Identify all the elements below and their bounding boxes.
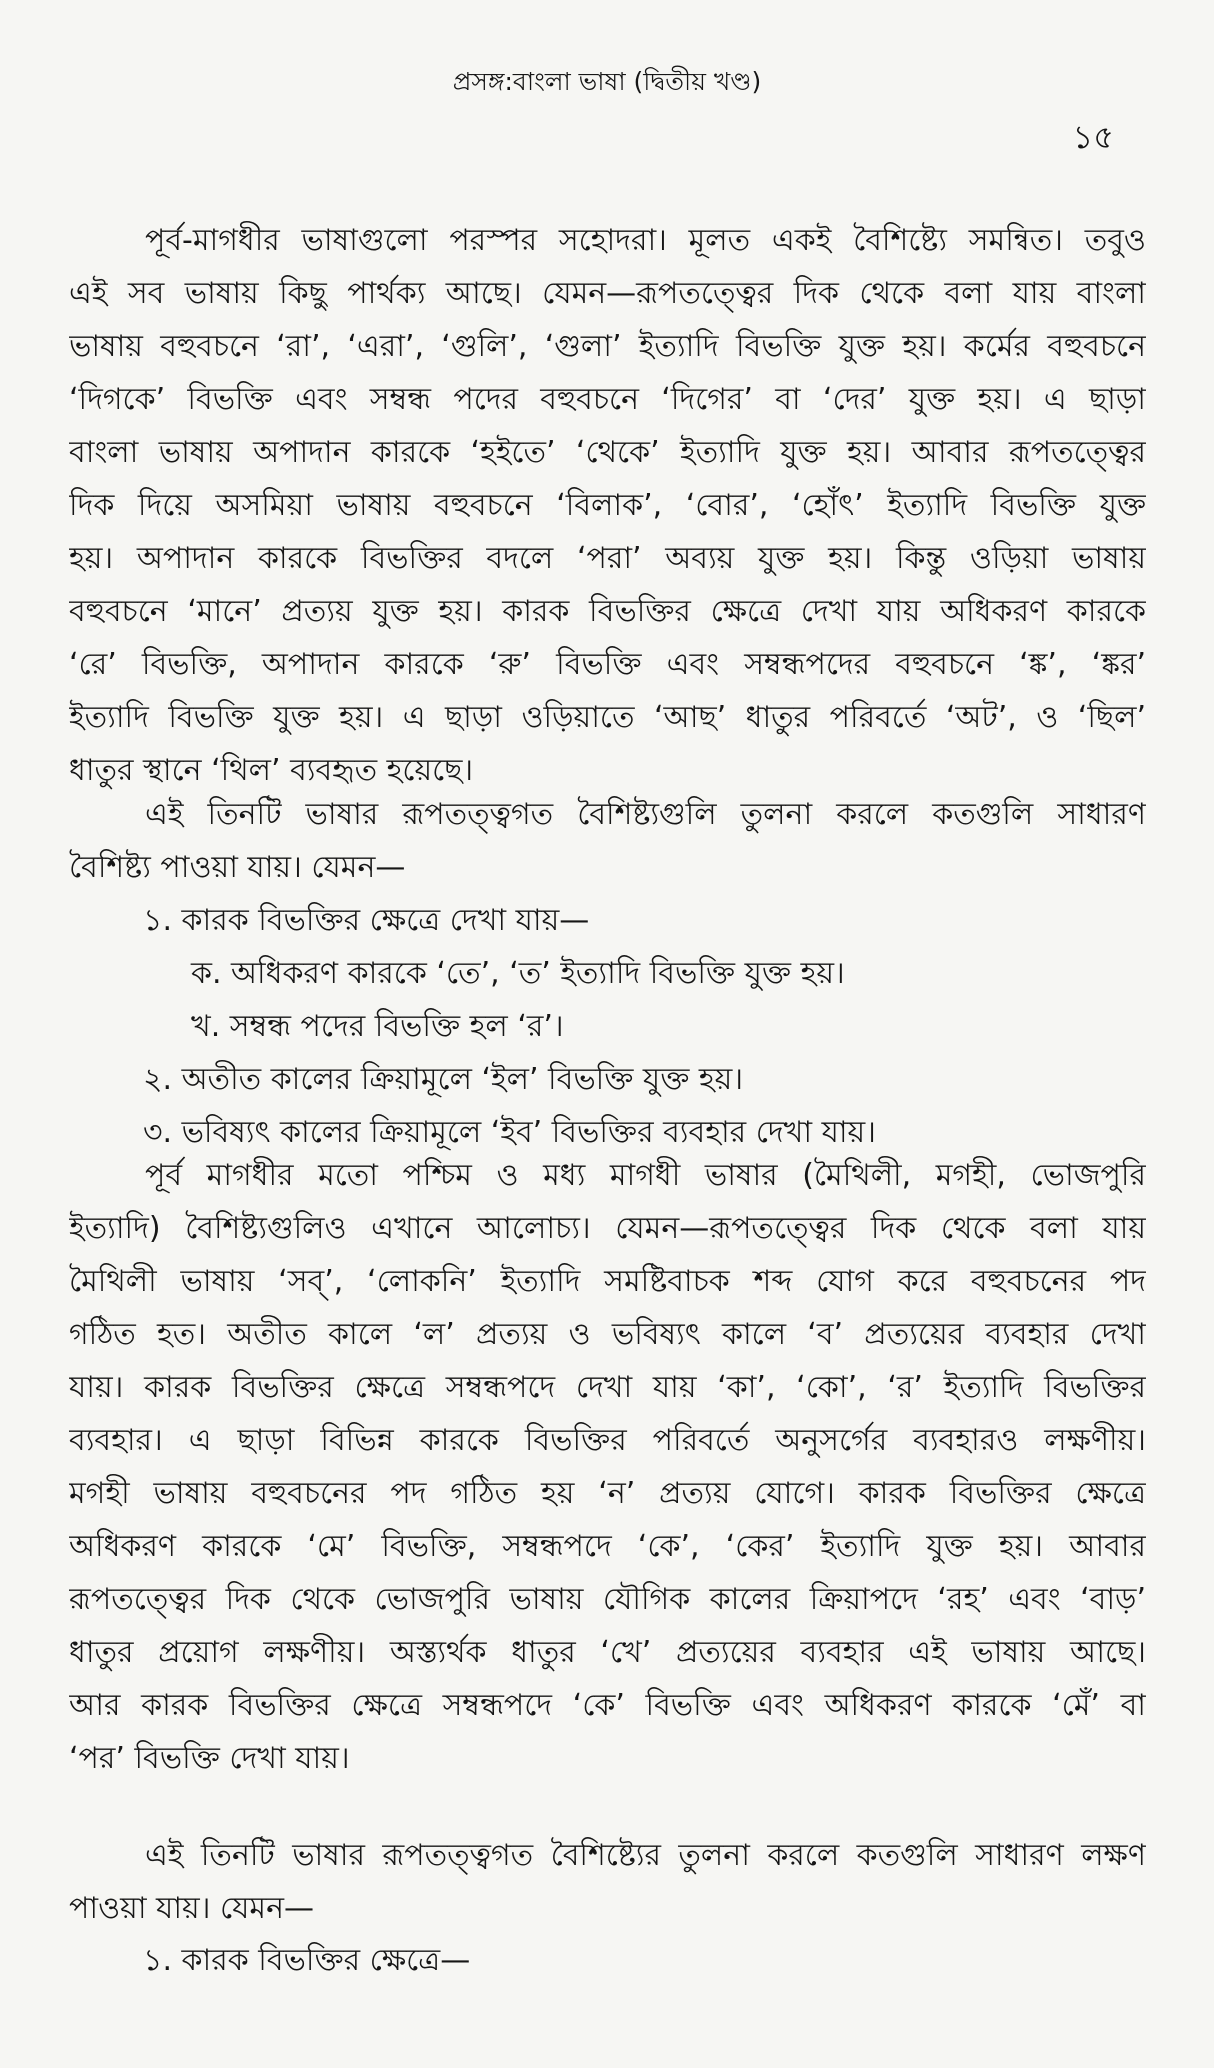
- paragraph-4: [69, 1829, 1146, 1935]
- text-line: ‘পর’ বিভক্তি দেখা যায়।: [69, 1741, 350, 1776]
- list-item: ২. অতীত কালের ক্রিয়ামূলে ‘ইল’ বিভক্তি যুক্ত হয়।: [143, 1062, 744, 1097]
- text-line: মৈথিলী ভাষায় ‘সব্’, ‘লোকনি’ ইত্যাদি সমষ্টিবাচক শব্দ যোগ করে বহুবচনের পদ: [69, 1264, 1146, 1299]
- text-line: অধিকরণ কারকে ‘মে’ বিভক্তি, সম্বন্ধপদে ‘কে’, ‘কের’ ইত্যাদি যুক্ত হয়। আবার: [69, 1529, 1146, 1564]
- text-line: মগহী ভাষায় বহুবচনের পদ গঠিত হয় ‘ন’ প্রত্যয় যোগে। কারক বিভক্তির ক্ষেত্রে: [69, 1476, 1146, 1511]
- text-line: ইত্যাদি বিভক্তি যুক্ত হয়। এ ছাড়া ওড়িয়াতে ‘আছ’ ধাতুর পরিবর্তে ‘অট’, ও ‘ছিল’: [69, 700, 1146, 735]
- list-item: ৩. ভবিষ্যৎ কালের ক্রিয়ামূলে ‘ইব’ বিভক্তির ব্যবহার দেখা যায়।: [143, 1115, 876, 1150]
- page-number: ১৫: [1072, 118, 1114, 156]
- list-2: [69, 1934, 1146, 1987]
- text-line: গঠিত হত। অতীত কালে ‘ল’ প্রত্যয় ও ভবিষ্যৎ কালে ‘ব’ প্রত্যয়ের ব্যবহার দেখা: [69, 1317, 1146, 1352]
- text-line: ব্যবহার। এ ছাড়া বিভিন্ন কারকে বিভক্তির পরিবর্তে অনুসর্গের ব্যবহারও লক্ষণীয়।: [69, 1423, 1146, 1458]
- text-line: ভাষায় বহুবচনে ‘রা’, ‘এরা’, ‘গুলি’, ‘গুলা’ ইত্যাদি বিভক্তি যুক্ত হয়। কর্মের বহুবচনে: [69, 329, 1146, 364]
- text-line: বাংলা ভাষায় অপাদান কারকে ‘হইতে’ ‘থেকে’ ইত্যাদি যুক্ত হয়। আবার রূপতত্ত্বের: [69, 435, 1146, 470]
- text-line: ধাতুর প্রয়োগ লক্ষণীয়। অস্ত্যর্থক ধাতুর ‘খে’ প্রত্যয়ের ব্যবহার এই ভাষায় আছে।: [69, 1635, 1146, 1670]
- text-line: ইত্যাদি) বৈশিষ্ট্যগুলিও এখানে আলোচ্য। যেমন—রূপতত্ত্বের দিক থেকে বলা যায়: [69, 1211, 1146, 1246]
- paragraph-3: [69, 1149, 1146, 1785]
- list-item: ১. কারক বিভক্তির ক্ষেত্রে—: [143, 1943, 471, 1978]
- list-1: [69, 894, 1146, 1159]
- text-line: ‘রে’ বিভক্তি, অপাদান কারকে ‘রু’ বিভক্তি এবং সম্বন্ধপদের বহুবচনে ‘ঙ্ক’, ‘ঙ্কর’: [69, 647, 1146, 682]
- text-line: এই তিনটি ভাষার রূপতত্ত্বগত বৈশিষ্ট্যের তুলনা করলে কতগুলি সাধারণ লক্ষণ: [145, 1838, 1146, 1873]
- text-line: বহুবচনে ‘মানে’ প্রত্যয় যুক্ত হয়। কারক বিভক্তির ক্ষেত্রে দেখা যায় অধিকরণ কারকে: [69, 594, 1146, 629]
- text-line: পূর্ব-মাগধীর ভাষাগুলো পরস্পর সহোদরা। মূলত একই বৈশিষ্ট্যে সমন্বিত। তবুও: [145, 223, 1146, 258]
- paragraph-1: [69, 214, 1146, 797]
- paragraph-2: [69, 788, 1146, 894]
- text-line: ধাতুর স্থানে ‘থিল’ ব্যবহৃত হয়েছে।: [69, 753, 474, 788]
- text-line: আর কারক বিভক্তির ক্ষেত্রে সম্বন্ধপদে ‘কে’ বিভক্তি এবং অধিকরণ কারকে ‘মেঁ’ বা: [69, 1688, 1146, 1723]
- list-item: ক. অধিকরণ কারকে ‘তে’, ‘ত’ ইত্যাদি বিভক্তি যুক্ত হয়।: [191, 956, 845, 991]
- text-line: দিক দিয়ে অসমিয়া ভাষায় বহুবচনে ‘বিলাক’, ‘বোর’, ‘হোঁৎ’ ইত্যাদি বিভক্তি যুক্ত: [69, 488, 1146, 523]
- text-line: রূপতত্ত্বের দিক থেকে ভোজপুরি ভাষায় যৌগিক কালের ক্রিয়াপদে ‘রহ’ এবং ‘বাড়’: [69, 1582, 1146, 1617]
- text-line: এই সব ভাষায় কিছু পার্থক্য আছে। যেমন—রূপতত্ত্বের দিক থেকে বলা যায় বাংলা: [69, 276, 1146, 311]
- text-line: এই তিনটি ভাষার রূপতত্ত্বগত বৈশিষ্ট্যগুলি তুলনা করলে কতগুলি সাধারণ: [145, 797, 1146, 832]
- text-line: পাওয়া যায়। যেমন—: [69, 1891, 314, 1926]
- running-header: প্রসঙ্গ:বাংলা ভাষা (দ্বিতীয় খণ্ড): [452, 67, 762, 96]
- list-item: খ. সম্বন্ধ পদের বিভক্তি হল ‘র’।: [191, 1009, 564, 1044]
- text-line: বৈশিষ্ট্য পাওয়া যায়। যেমন—: [69, 850, 406, 885]
- text-line: ‘দিগকে’ বিভক্তি এবং সম্বন্ধ পদের বহুবচনে ‘দিগের’ বা ‘দের’ যুক্ত হয়। এ ছাড়া: [69, 382, 1146, 417]
- list-item: ১. কারক বিভক্তির ক্ষেত্রে দেখা যায়—: [143, 903, 590, 938]
- text-line: যায়। কারক বিভক্তির ক্ষেত্রে সম্বন্ধপদে দেখা যায় ‘কা’, ‘কো’, ‘র’ ইত্যাদি বিভক্তির: [69, 1370, 1146, 1405]
- text-line: হয়। অপাদান কারকে বিভক্তির বদলে ‘পরা’ অব্যয় যুক্ত হয়। কিন্তু ওড়িয়া ভাষায়: [69, 541, 1146, 576]
- text-line: পূর্ব মাগধীর মতো পশ্চিম ও মধ্য মাগধী ভাষার (মৈথিলী, মগহী, ভোজপুরি: [145, 1158, 1146, 1193]
